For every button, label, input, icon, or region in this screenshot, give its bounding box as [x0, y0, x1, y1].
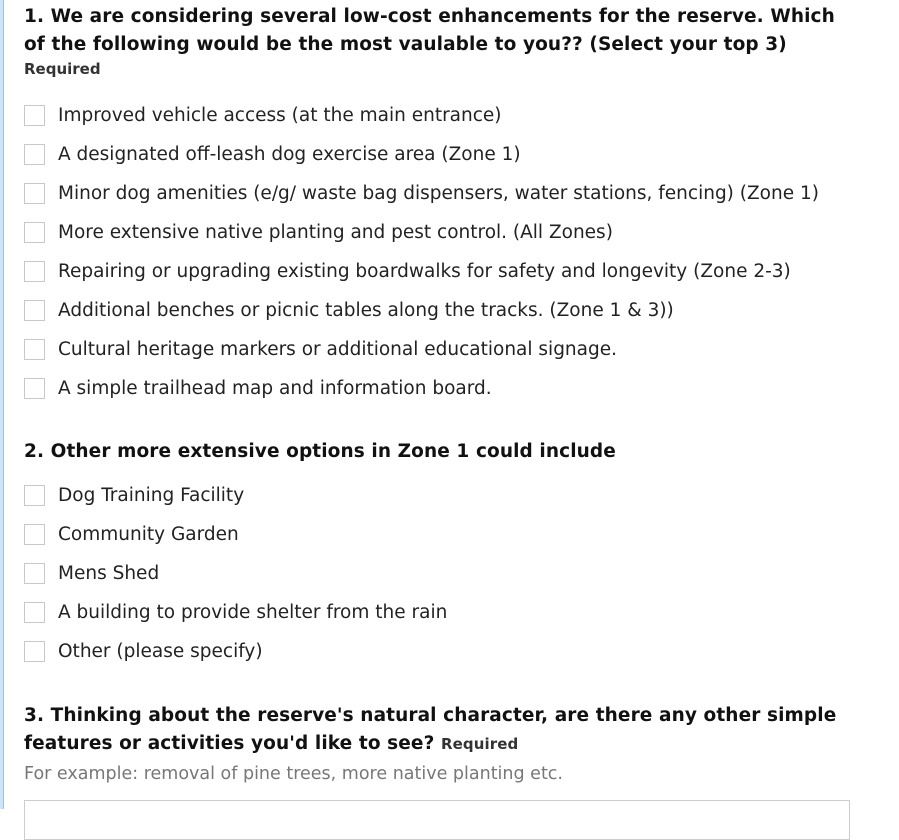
q2-option[interactable] [24, 639, 263, 663]
question-2-title: 2. Other more extensive options in Zone 1 could include [24, 441, 616, 462]
q1-option[interactable] [24, 142, 521, 166]
checkbox[interactable] [24, 300, 45, 321]
option-label: Cultural heritage markers or additional educational signage. [58, 338, 618, 360]
q1-option[interactable] [24, 181, 819, 205]
left-border [0, 0, 4, 809]
q1-option[interactable] [24, 103, 502, 127]
question-1-title-line1: 1. We are considering several low-cost enhancements for the reserve. Which [24, 6, 835, 27]
option-label: Other (please specify) [58, 640, 263, 662]
option-label: A simple trailhead map and information board. [58, 377, 492, 399]
option-label: Dog Training Facility [58, 484, 245, 506]
question-3-title [24, 702, 836, 758]
checkbox[interactable] [24, 378, 45, 399]
option-label: A designated off-leash dog exercise area (Zone 1) [58, 143, 521, 165]
required-label: Required [24, 60, 101, 78]
checkbox[interactable] [24, 105, 45, 126]
option-label: Mens Shed [58, 562, 160, 584]
option-label: More extensive native planting and pest control. (All Zones) [58, 221, 613, 243]
q2-option[interactable] [24, 483, 244, 507]
checkbox[interactable] [24, 563, 45, 584]
q1-option[interactable] [24, 376, 492, 400]
checkbox[interactable] [24, 602, 45, 623]
question-1-title-line2: of the following would be the most vaulable to you?? (Select your top 3) [24, 34, 787, 55]
checkbox[interactable] [24, 183, 45, 204]
checkbox[interactable] [24, 485, 45, 506]
option-label: Additional benches or picnic tables along the tracks. (Zone 1 & 3)) [58, 299, 674, 321]
question-3-title-line1: 3. Thinking about the reserve's natural character, are there any other simple [24, 705, 837, 726]
checkbox[interactable] [24, 222, 45, 243]
required-label: Required [440, 735, 519, 753]
q2-option[interactable] [24, 522, 239, 546]
option-label: Improved vehicle access (at the main entrance) [58, 104, 502, 126]
option-label: Minor dog amenities (e/g/ waste bag dispensers, water stations, fencing) (Zone 1) [58, 182, 819, 204]
q1-option[interactable] [24, 298, 674, 322]
checkbox[interactable] [24, 524, 45, 545]
q1-option[interactable] [24, 259, 791, 283]
option-label: A building to provide shelter from the rain [58, 601, 448, 623]
question-3-title-line2: features or activities you'd like to see? [24, 733, 435, 754]
option-label: Community Garden [58, 523, 239, 545]
question-3-answer-input[interactable] [24, 800, 850, 840]
checkbox[interactable] [24, 144, 45, 165]
q2-option[interactable] [24, 600, 447, 624]
question-1-title [24, 3, 835, 59]
checkbox[interactable] [24, 641, 45, 662]
q1-option[interactable] [24, 337, 617, 361]
checkbox[interactable] [24, 261, 45, 282]
q1-option[interactable] [24, 220, 613, 244]
option-label: Repairing or upgrading existing boardwalks for safety and longevity (Zone 2-3) [58, 260, 791, 282]
checkbox[interactable] [24, 339, 45, 360]
q2-option[interactable] [24, 561, 159, 585]
question-3-hint: For example: removal of pine trees, more native planting etc. [24, 764, 563, 784]
